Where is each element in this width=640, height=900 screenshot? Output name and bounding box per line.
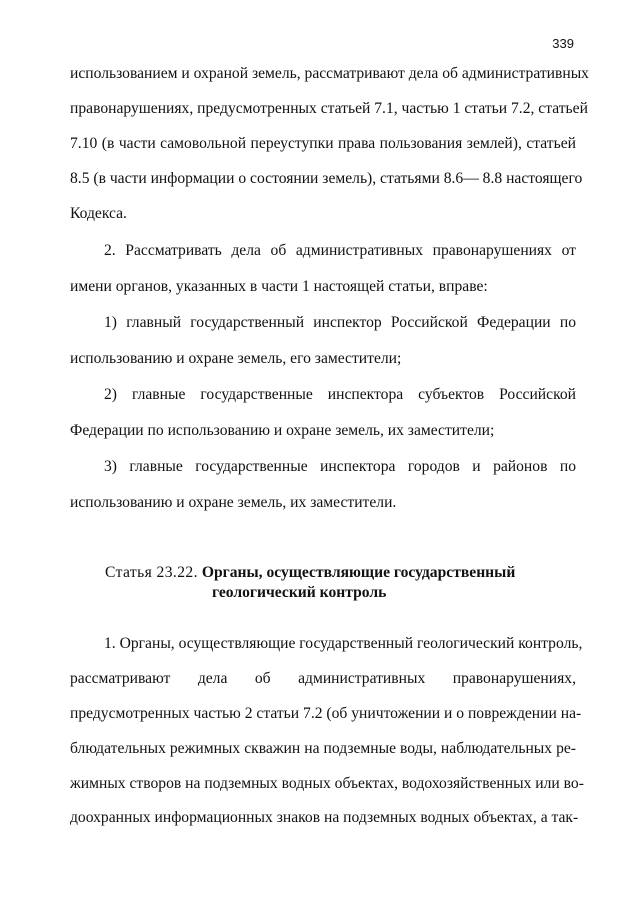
text-line: использованием и охраной земель, рассматривают дела об административных xyxy=(70,65,589,82)
page-number: 339 xyxy=(552,36,574,51)
article-title-line-2: геологический контроль xyxy=(212,584,387,601)
text-line: предусмотренных частью 2 статьи 7.2 (об уничтожении и о повреждении на- xyxy=(70,705,582,722)
text-line: 1. Органы, осуществляющие государственный геологический контроль, xyxy=(104,635,583,652)
list-item-line: 1) главный государственный инспектор Российской Федерации по xyxy=(104,314,576,331)
list-item-line: 2) главные государственные инспектора субъектов Российской xyxy=(104,386,576,403)
list-item-line: использованию и охране земель, их заместители. xyxy=(70,494,397,511)
text-line: правонарушениях, предусмотренных статьей 7.1, частью 1 статьи 7.2, статьей xyxy=(70,100,588,117)
text-line: 7.10 (в части самовольной переуступки права пользования землей), статьей xyxy=(70,135,576,152)
list-item-line: Федерации по использованию и охране земель, их заместители; xyxy=(70,422,495,439)
article-heading-continuation xyxy=(212,583,386,603)
text-line: 2. Рассматривать дела об административных правонарушениях от xyxy=(104,242,576,259)
list-item-line: использованию и охране земель, его заместители; xyxy=(70,350,402,367)
text-line: 8.5 (в части информации о состоянии земель), статьями 8.6— 8.8 настоящего xyxy=(70,170,583,187)
text-line: имени органов, указанных в части 1 настоящей статьи, вправе: xyxy=(70,278,488,295)
text-line: рассматривают дела об административных правонарушениях, xyxy=(70,670,576,687)
text-line: блюдательных режимных скважин на подземные воды, наблюдательных ре- xyxy=(70,740,576,757)
text-line: Кодекса. xyxy=(70,205,127,222)
text-line: доохранных информационных знаков на подземных водных объектах, а так- xyxy=(70,809,579,826)
text-line: жимных створов на подземных водных объектах, водохозяйственных или во- xyxy=(70,775,584,792)
article-number: Статья 23.22. xyxy=(105,564,198,581)
article-heading xyxy=(105,563,515,583)
list-item-line: 3) главные государственные инспектора городов и районов по xyxy=(104,458,576,475)
article-title-line-1: Органы, осуществляющие государственный xyxy=(201,564,516,581)
